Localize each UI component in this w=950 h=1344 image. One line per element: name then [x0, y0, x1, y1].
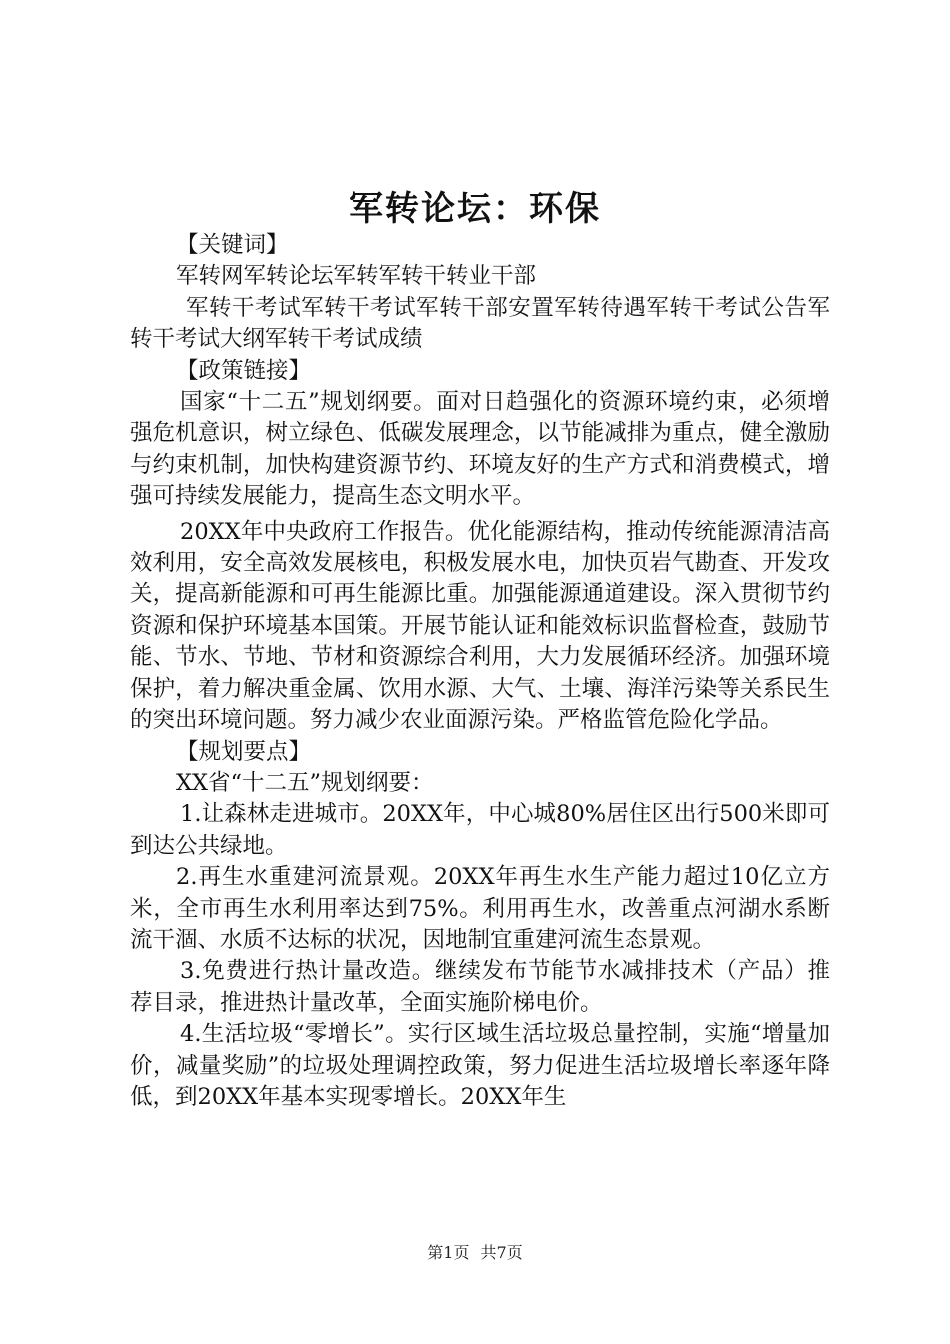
plan-points-intro: XX省“十二五”规划纲要：: [176, 769, 434, 796]
policy-link-heading: 【政策链接】: [176, 357, 312, 384]
keywords-line: 军转网军转论坛军转军转干转业干部: [176, 263, 537, 290]
document-body: [130, 230, 830, 1113]
plan-point-1: 1.让森林走进城市。20XX年，中心城80%居住区出行500米即可到达公共绿地。: [130, 801, 830, 859]
plan-point-4: 4.生活垃圾“零增长”。实行区域生活垃圾总量控制，实施“增量加价，减量奖励”的垃圾处理调控政策，努力促进生活垃圾增长率逐年降低，到20XX年基本实现零增长。20XX年生: [130, 1021, 830, 1110]
plan-points-heading: 【规划要点】: [176, 738, 312, 765]
plan-point-3: 3.免费进行热计量改造。继续发布节能节水减排技术（产品）推荐目录，推进热计量改革，全面实施阶梯电价。: [130, 958, 830, 1016]
page-number: 第1页: [427, 1243, 470, 1262]
plan-point-2: 2.再生水重建河流景观。20XX年再生水生产能力超过10亿立方米，全市再生水利用率达到75%。利用再生水，改善重点河湖水系断流干涸、水质不达标的状况，因地制宜重建河流生态景观。: [130, 864, 830, 953]
page-footer: [0, 1242, 950, 1264]
policy-paragraph-national: 国家“十二五”规划纲要。面对日趋强化的资源环境约束，必须增强危机意识，树立绿色、低碳发展理念，以节能减排为重点，健全激励与约束机制，加快构建资源节约、环境友好的生产方式和消费模式，增强可持续发展能力，提高生态文明水平。: [130, 389, 830, 510]
policy-paragraph-government-report: 20XX年中央政府工作报告。优化能源结构，推动传统能源清洁高效利用，安全高效发展核电，积极发展水电，加快页岩气勘查、开发攻关，提高新能源和可再生能源比重。加强能源通道建设。深入贯彻节约资源和保护环境基本国策。开展节能认证和能效标识监督检查，鼓励节能、节水、节地、节材和资源综合利用，大力发展循环经济。加强环境保护，着力解决重金属、饮用水源、大气、土壤、海洋污染等关系民生的突出环境问题。努力减少农业面源污染。严格监管危险化学品。: [130, 518, 830, 734]
keywords-paragraph: 军转干考试军转干考试军转干部安置军转待遇军转干考试公告军转干考试大纲军转干考试成绩: [130, 294, 830, 353]
total-pages: 共7页: [480, 1243, 523, 1262]
document-title: 军转论坛：环保: [349, 189, 601, 229]
keywords-heading: 【关键词】: [176, 232, 289, 258]
